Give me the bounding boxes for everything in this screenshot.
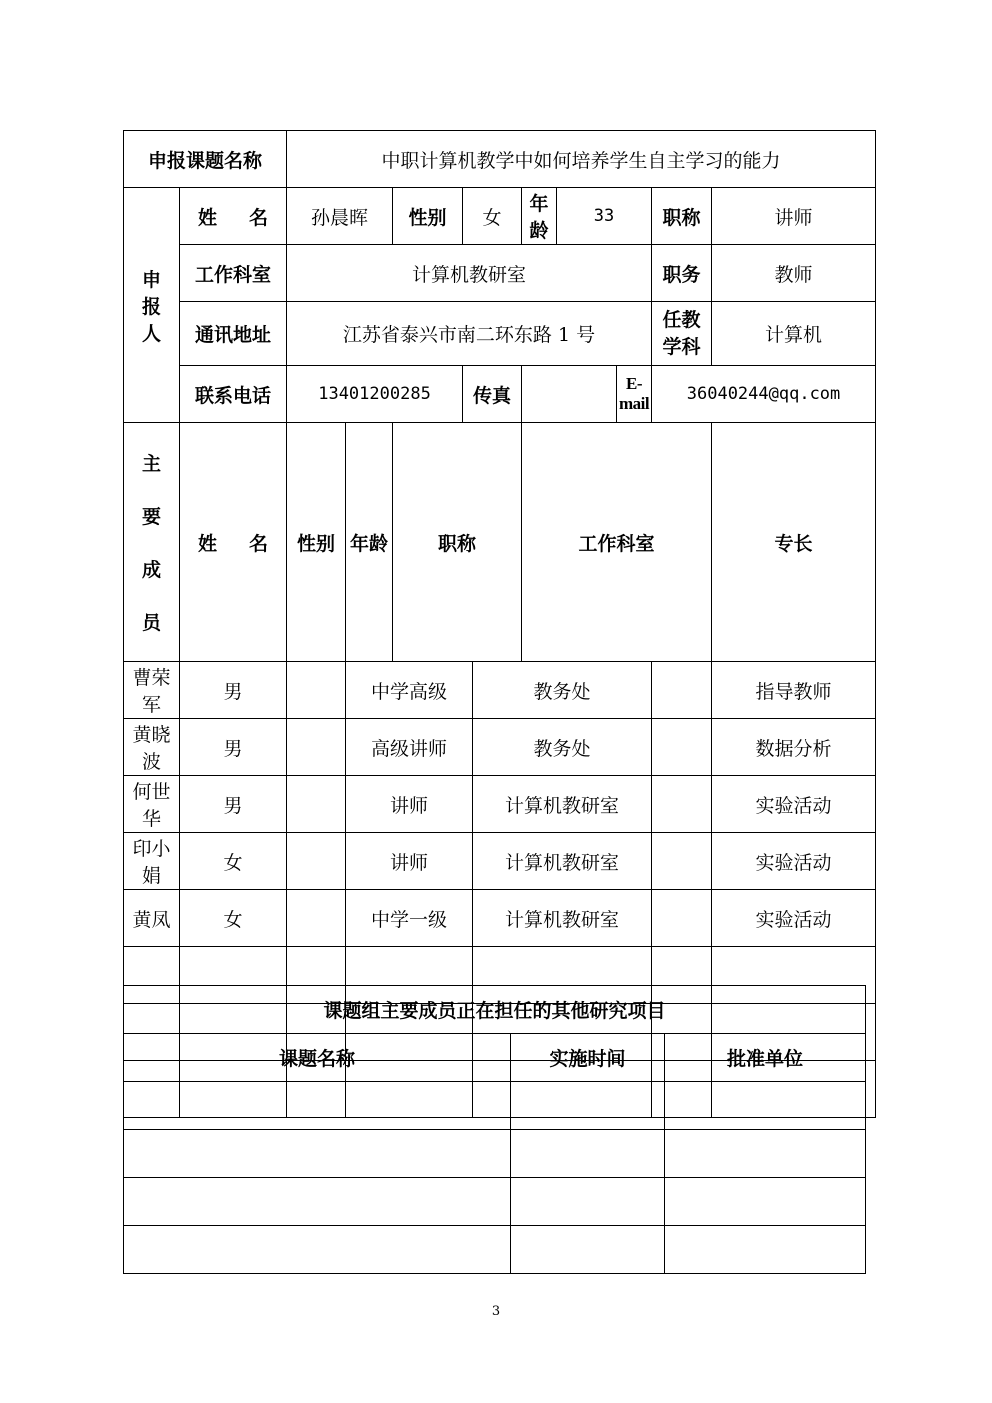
members-header-dept: 工作科室 [522, 423, 712, 662]
member-specialty-cell [652, 662, 712, 719]
project-project-cell [124, 1226, 511, 1274]
member-name-cell: 黄晓波 [124, 719, 180, 776]
project-unit-cell [665, 1178, 866, 1226]
applicant-email-label: E-mail [617, 366, 652, 423]
application-table [123, 130, 876, 1118]
member-duty-cell: 实验活动 [712, 833, 876, 890]
other-projects-header-unit: 批准单位 [665, 1034, 866, 1082]
project-project-cell [124, 1130, 511, 1178]
member-gender-cell: 女 [180, 890, 287, 947]
applicant-age: 33 [557, 188, 652, 245]
member-title-cell: 讲师 [346, 833, 473, 890]
member-specialty-cell [652, 833, 712, 890]
member-specialty-cell [652, 719, 712, 776]
member-dept-cell: 教务处 [473, 719, 652, 776]
project-row [124, 1226, 866, 1274]
member-dept-cell: 教务处 [473, 662, 652, 719]
member-specialty-cell [652, 890, 712, 947]
project-row [124, 1178, 866, 1226]
project-project-cell [124, 1178, 511, 1226]
project-unit-cell [665, 1082, 866, 1130]
applicant-address-label: 通讯地址 [180, 302, 287, 366]
members-header-name: 姓 名 [180, 423, 287, 662]
applicant-name: 孙晨晖 [287, 188, 393, 245]
member-name-cell: 何世华 [124, 776, 180, 833]
member-dept-cell: 计算机教研室 [473, 890, 652, 947]
member-row [124, 719, 876, 776]
applicant-age-label: 年龄 [522, 188, 557, 245]
applicant-dept-label: 工作科室 [180, 245, 287, 302]
applicant-email: 36040244@qq.com [652, 366, 876, 423]
topic-value: 中职计算机教学中如何培养学生自主学习的能力 [287, 131, 876, 188]
applicant-phone-label: 联系电话 [180, 366, 287, 423]
member-duty-cell: 实验活动 [712, 890, 876, 947]
other-projects-title: 课题组主要成员正在担任的其他研究项目 [124, 986, 866, 1034]
project-unit-cell [665, 1130, 866, 1178]
member-row [124, 776, 876, 833]
member-gender-cell: 男 [180, 776, 287, 833]
members-header-title: 职称 [393, 423, 522, 662]
applicant-phone: 13401200285 [287, 366, 463, 423]
other-projects-header-time: 实施时间 [511, 1034, 665, 1082]
applicant-title-label: 职称 [652, 188, 712, 245]
member-age-cell [287, 833, 346, 890]
member-name-cell: 黄凤 [124, 890, 180, 947]
members-header-gender: 性别 [287, 423, 346, 662]
applicant-position-label: 职务 [652, 245, 712, 302]
other-projects-header-project: 课题名称 [124, 1034, 511, 1082]
member-age-cell [287, 890, 346, 947]
project-time-cell [511, 1178, 665, 1226]
member-row [124, 662, 876, 719]
project-project-cell [124, 1082, 511, 1130]
member-age-cell [287, 719, 346, 776]
member-title-cell: 中学一级 [346, 890, 473, 947]
member-specialty-cell [652, 776, 712, 833]
applicant-position: 教师 [712, 245, 876, 302]
applicant-gender-label: 性别 [393, 188, 463, 245]
members-section-label: 主 要 成 员 [124, 423, 180, 662]
member-row [124, 833, 876, 890]
project-time-cell [511, 1082, 665, 1130]
topic-label: 申报课题名称 [124, 131, 287, 188]
applicant-dept: 计算机教研室 [287, 245, 652, 302]
member-name-cell: 印小娟 [124, 833, 180, 890]
member-duty-cell: 数据分析 [712, 719, 876, 776]
project-row [124, 1130, 866, 1178]
members-header-specialty: 专长 [712, 423, 876, 662]
applicant-title: 讲师 [712, 188, 876, 245]
member-dept-cell: 计算机教研室 [473, 833, 652, 890]
project-row [124, 1082, 866, 1130]
page-number: 3 [491, 1304, 501, 1319]
member-gender-cell: 男 [180, 719, 287, 776]
member-age-cell [287, 776, 346, 833]
member-duty-cell: 实验活动 [712, 776, 876, 833]
project-time-cell [511, 1130, 665, 1178]
member-title-cell: 讲师 [346, 776, 473, 833]
applicant-section-label: 申 报 人 [124, 188, 180, 423]
other-projects-table [123, 985, 866, 1274]
applicant-subject-label: 任教 学科 [652, 302, 712, 366]
applicant-address: 江苏省泰兴市南二环东路 1 号 [287, 302, 652, 366]
member-name-cell: 曹荣军 [124, 662, 180, 719]
applicant-fax-label: 传真 [463, 366, 522, 423]
member-row [124, 890, 876, 947]
member-gender-cell: 女 [180, 833, 287, 890]
member-title-cell: 高级讲师 [346, 719, 473, 776]
project-unit-cell [665, 1226, 866, 1274]
applicant-fax [522, 366, 617, 423]
member-age-cell [287, 662, 346, 719]
project-time-cell [511, 1226, 665, 1274]
member-dept-cell: 计算机教研室 [473, 776, 652, 833]
members-header-age: 年龄 [346, 423, 393, 662]
applicant-subject: 计算机 [712, 302, 876, 366]
applicant-gender: 女 [463, 188, 522, 245]
member-title-cell: 中学高级 [346, 662, 473, 719]
member-gender-cell: 男 [180, 662, 287, 719]
member-duty-cell: 指导教师 [712, 662, 876, 719]
applicant-name-label: 姓 名 [180, 188, 287, 245]
